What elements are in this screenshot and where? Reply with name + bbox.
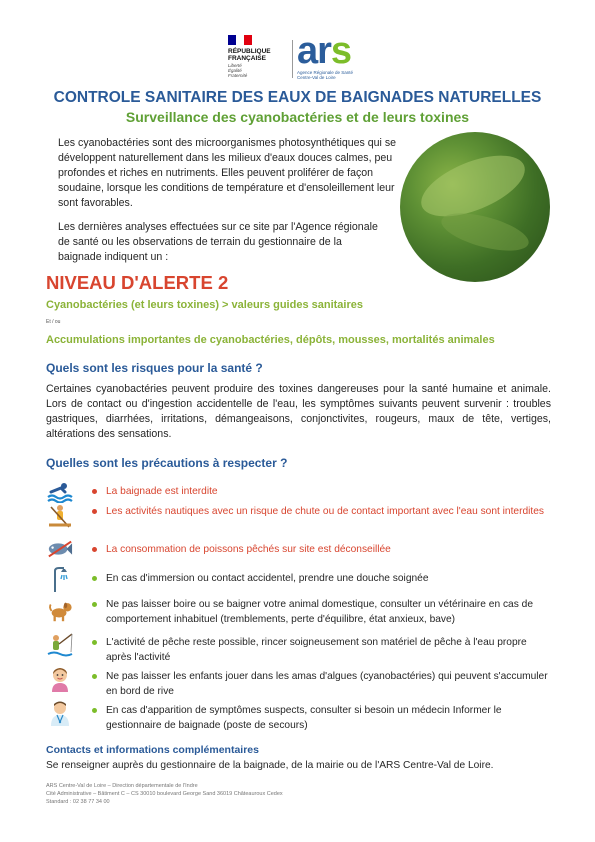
rf-motto-line: Liberté	[228, 63, 242, 68]
footer-line: Standard : 02 38 77 34 00	[46, 799, 110, 805]
precaution-item	[92, 635, 552, 665]
shower-icon	[47, 566, 73, 592]
cyanobacteria-water-photo	[400, 132, 550, 282]
intro-paragraph: Les cyanobactéries sont des microorganismes photosynthétiques qui se développent naturellement dans les milieux d'eaux douces calmes, peu profondes et riches en nutriments. Elles peuvent proliférer de façon soudaine, lorsque les conditions de température et d'ensoleillement leur sont favorables.	[58, 137, 397, 209]
ars-logo	[297, 32, 377, 80]
precaution-text: Les activités nautiques avec un risque de chute ou de contact important avec l'eau sont interdites	[106, 506, 545, 517]
footer-line: Cité Administrative – Bâtiment C – CS 30010 boulevard George Sand 36019 Châteauroux Cedex	[46, 791, 283, 797]
page-title: CONTROLE SANITAIRE DES EAUX DE BAIGNADES NATURELLES	[53, 89, 542, 106]
alert-condition-1: Cyanobactéries (et leurs toxines) > valeurs guides sanitaires	[46, 299, 363, 311]
french-flag-icon	[228, 35, 252, 45]
rf-logo-line: RÉPUBLIQUE	[228, 48, 271, 55]
precaution-item	[92, 484, 552, 499]
intro-paragraph-2: Les dernières analyses effectuées sur ce site par l'Agence régionale de santé ou les observations de terrain du gestionnaire de la baignade indiquent un :	[58, 221, 378, 263]
precaution-item	[92, 597, 552, 627]
risks-heading: Quels sont les risques pour la santé ?	[46, 361, 263, 375]
footer-line: ARS Centre-Val de Loire – Direction départementale de l'Indre	[46, 783, 198, 789]
precautions-heading: Quelles sont les précautions à respecter ?	[46, 456, 288, 470]
alert-condition-2: Accumulations importantes de cyanobactéries, dépôts, mousses, mortalités animales	[46, 334, 495, 346]
precaution-item	[92, 669, 552, 699]
precaution-text: En cas d'apparition de symptômes suspects, consulter si besoin un médecin Informer le gestionnaire de baignade (poste de secours)	[106, 705, 502, 731]
precaution-text: L'activité de pêche reste possible, rincer soigneusement son matériel de pêche à l'eau propre après l'activité	[106, 637, 527, 663]
swimmer-icon	[47, 479, 73, 505]
doctor-icon	[47, 700, 73, 726]
fish-icon	[47, 536, 73, 562]
precaution-text: La consommation de poissons pêchés sur site est déconseillée	[106, 544, 391, 555]
logo-divider	[292, 40, 293, 78]
contacts-text: Se renseigner auprès du gestionnaire de la baignade, de la mairie ou de l'ARS Centre-Val de Loire.	[46, 760, 494, 771]
precaution-text: Ne pas laisser les enfants jouer dans les amas d'algues (cyanobactéries) qui peuvent s'accumuler en bord de rive	[106, 671, 548, 697]
fishing-icon	[47, 632, 73, 658]
republique-francaise-logo	[225, 35, 295, 81]
rf-logo-line: FRANÇAISE	[228, 55, 266, 62]
rf-motto-line: Fraternité	[228, 73, 248, 78]
precaution-text: La baignade est interdite	[106, 486, 218, 497]
alert-level-heading: NIVEAU D'ALERTE 2	[46, 272, 229, 293]
child-icon	[47, 666, 73, 692]
precaution-item	[92, 542, 552, 557]
precaution-text: En cas d'immersion ou contact accidentel, prendre une douche soignée	[106, 573, 429, 584]
contacts-heading: Contacts et informations complémentaires	[46, 744, 259, 756]
precaution-text: Ne pas laisser boire ou se baigner votre animal domestique, consulter un vétérinaire en cas de comportement inhabituel (tremblements, perte d'équilibre, état anxieux, bave)	[106, 599, 533, 625]
risks-paragraph: Certaines cyanobactéries peuvent produire des toxines dangereuses pour la santé humaine et animale. Lors de contact ou d'ingestion accidentelle de l'eau, les symptômes suivants peuvent survenir : troubles gastriques, diarrhées, irritations, démangeaisons, conjonctivites, rougeurs, maux de tête, vertiges, altérations des sensations.	[46, 383, 551, 440]
ars-logo-subtitle: Agence Régionale de Santé	[297, 70, 354, 75]
page-subtitle: Surveillance des cyanobactéries et de leurs toxines	[125, 109, 470, 125]
ars-logo-word: ars	[297, 30, 352, 72]
precaution-item	[92, 504, 552, 519]
precaution-item	[92, 703, 552, 733]
precaution-item	[92, 571, 552, 586]
paddle-icon	[47, 503, 73, 529]
dog-icon	[47, 598, 73, 624]
alert-conjunction: Et / ou	[46, 319, 61, 325]
rf-motto-line: Égalité	[228, 68, 242, 73]
ars-logo-subtitle: Centre-Val de Loire	[297, 75, 336, 80]
